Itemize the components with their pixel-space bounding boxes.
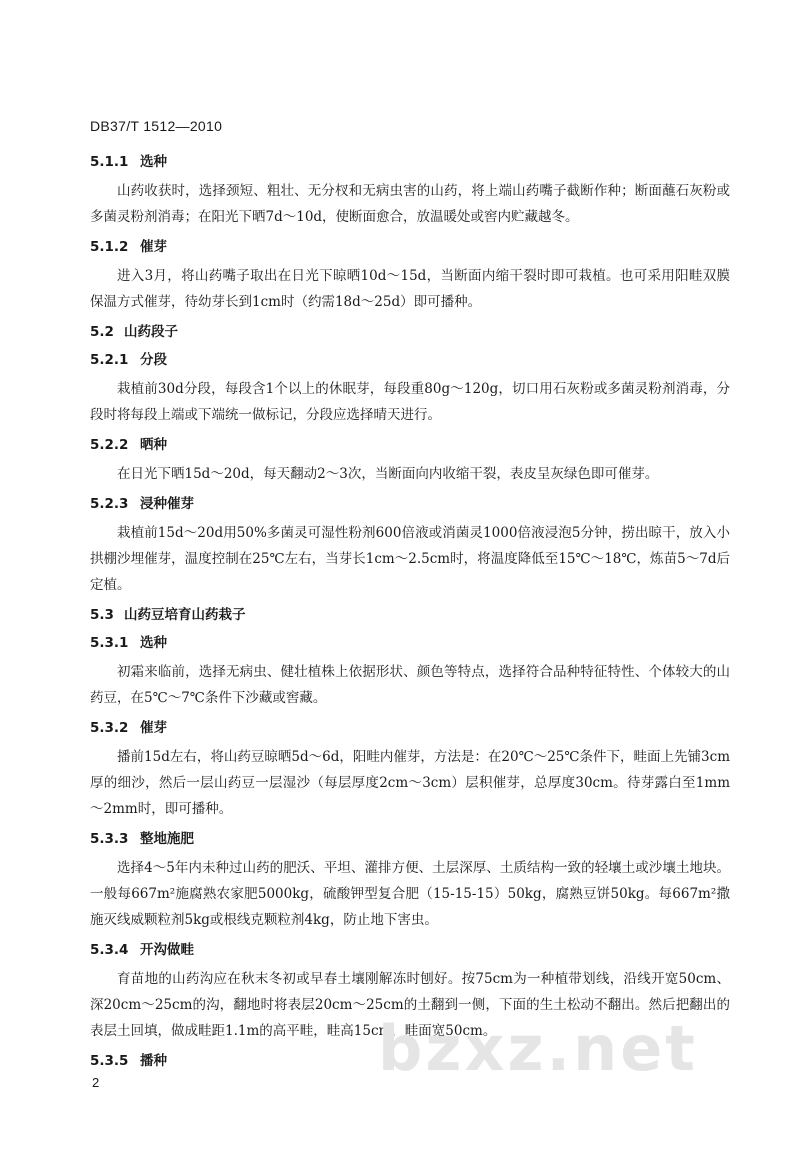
section-heading — [90, 150, 730, 174]
section-title: 催芽 — [140, 239, 167, 255]
section-title: 催芽 — [140, 720, 167, 736]
section-title: 山药段子 — [124, 324, 178, 340]
section-number: 5.3.5 — [90, 1053, 129, 1069]
section-title: 开沟做畦 — [140, 942, 194, 958]
body-paragraph: 在日光下晒15d～20d，每天翻动2～3次，当断面向内收缩干裂，表皮呈灰绿色即可催芽。 — [117, 466, 659, 482]
section-number: 5.2.2 — [90, 437, 129, 453]
section-number: 5.1.1 — [90, 154, 129, 170]
section-heading — [90, 631, 730, 655]
section-title: 分段 — [140, 352, 167, 368]
section-title: 播种 — [140, 1053, 167, 1069]
page-number: 2 — [92, 1075, 100, 1090]
section-heading — [90, 938, 730, 962]
body-paragraph: 栽植前15d～20d用50%多菌灵可湿性粉剂600倍液或消菌灵1000倍液浸泡5分钟，捞出晾干，放入小拱棚沙埋催芽，温度控制在25℃左右，当芽长1cm～2.5cm时，将温度降低至15℃～18℃，炼苗5～7d后定植。 — [90, 525, 730, 593]
section-number: 5.3.4 — [90, 942, 129, 958]
body-paragraph: 进入3月，将山药嘴子取出在日光下晾晒10d～15d，当断面内缩干裂时即可栽植。也可采用阳畦双膜保温方式催芽，待幼芽长到1cm时（约需18d～25d）即可播种。 — [90, 268, 730, 310]
section-number: 5.2 — [90, 324, 114, 340]
section-number: 5.2.1 — [90, 352, 129, 368]
section-heading — [90, 433, 730, 457]
section-heading — [90, 716, 730, 740]
section-number: 5.1.2 — [90, 239, 129, 255]
document-body — [90, 150, 730, 1077]
section-heading — [90, 603, 730, 627]
section-title: 山药豆培育山药栽子 — [124, 607, 246, 623]
section-heading — [90, 235, 730, 259]
body-paragraph: 山药收获时，选择颈短、粗壮、无分杈和无病虫害的山药，将上端山药嘴子截断作种；断面蘸石灰粉或多菌灵粉剂消毒；在阳光下晒7d～10d，使断面愈合，放温暖处或窖内贮藏越冬。 — [90, 183, 730, 225]
section-heading — [90, 827, 730, 851]
section-title: 浸种催芽 — [140, 496, 194, 512]
body-paragraph: 播前15d左右，将山药豆晾晒5d～6d，阳畦内催芽，方法是：在20℃～25℃条件下，畦面上先铺3cm厚的细沙，然后一层山药豆一层湿沙（每层厚度2cm～3cm）层积催芽，总厚度30cm。待芽露白至1mm～2mm时，即可播种。 — [90, 749, 730, 817]
section-number: 5.3 — [90, 607, 114, 623]
section-title: 选种 — [140, 154, 167, 170]
body-paragraph: 育苗地的山药沟应在秋末冬初或早春土壤刚解冻时刨好。按75cm为一种植带划线，沿线开宽50cm、深20cm～25cm的沟，翻地时将表层20cm～25cm的土翻到一侧，下面的生土松动不翻出。然后把翻出的表层土回填，做成畦距1.1m的高平畦，畦高15cm，畦面宽50cm。 — [90, 971, 730, 1039]
section-number: 5.3.1 — [90, 635, 129, 651]
section-title: 晒种 — [140, 437, 167, 453]
section-number: 5.3.2 — [90, 720, 129, 736]
watermark-text: bzxz.net — [378, 1012, 698, 1085]
section-title: 整地施肥 — [140, 831, 194, 847]
document-code: DB37/T 1512—2010 — [90, 118, 223, 134]
body-paragraph: 初霜来临前，选择无病虫、健壮植株上依据形状、颜色等特点，选择符合品种特征特性、个体较大的山药豆，在5℃～7℃条件下沙藏或窖藏。 — [90, 664, 730, 706]
section-heading — [90, 492, 730, 516]
section-number: 5.3.3 — [90, 831, 129, 847]
body-paragraph: 栽植前30d分段，每段含1个以上的休眠芽，每段重80g～120g，切口用石灰粉或多菌灵粉剂消毒，分段时将每段上端或下端统一做标记，分段应选择晴天进行。 — [90, 381, 730, 423]
section-heading — [90, 320, 730, 344]
section-title: 选种 — [140, 635, 167, 651]
section-number: 5.2.3 — [90, 496, 129, 512]
section-heading — [90, 348, 730, 372]
body-paragraph: 选择4～5年内未种过山药的肥沃、平坦、灌排方便、土层深厚、土质结构一致的轻壤土或沙壤土地块。一般每667m²施腐熟农家肥5000kg，硫酸钾型复合肥（15-15-15）50kg，腐熟豆饼50kg。每667m²撒施灭线威颗粒剂5kg或根线克颗粒剂4kg，防止地下害虫。 — [90, 860, 730, 928]
